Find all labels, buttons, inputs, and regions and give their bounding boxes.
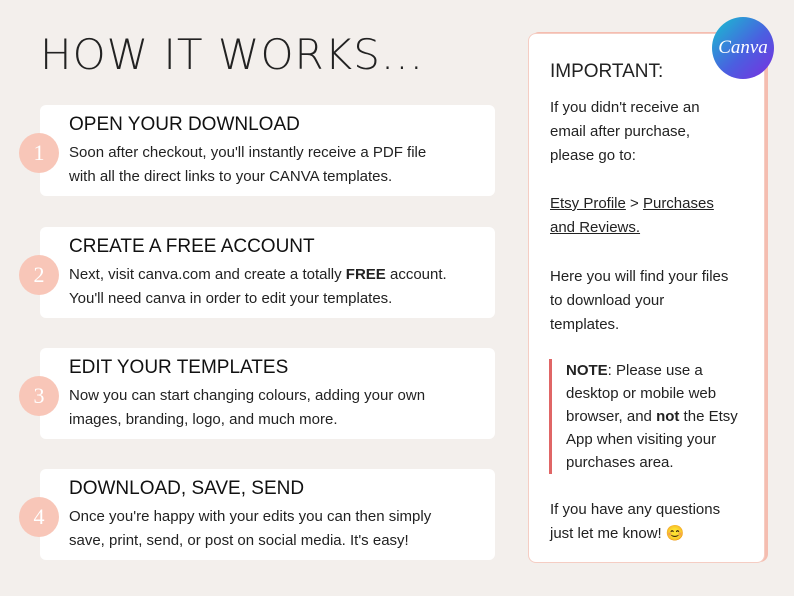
step-heading: OPEN YOUR DOWNLOAD: [69, 114, 300, 135]
step-number: 2: [19, 255, 59, 295]
purchases-link[interactable]: Purchases: [642, 195, 714, 212]
step-4: [33, 469, 495, 560]
purchases-link-cont[interactable]: and Reviews.: [550, 219, 641, 236]
card-find: Here you will find your files to download your templates.: [550, 268, 729, 333]
step-number: 1: [19, 133, 59, 173]
step-body: Next, visit canva.com and create a totally FREE account. You'll need canva in order to edit your templates.: [69, 266, 447, 307]
canva-logo: Canva: [712, 17, 774, 79]
step-heading: EDIT YOUR TEMPLATES: [69, 357, 289, 378]
smile-emoji-icon: 😊: [665, 525, 685, 542]
card-heading: IMPORTANT:: [550, 61, 664, 82]
step-heading: DOWNLOAD, SAVE, SEND: [69, 478, 305, 499]
step-body: Now you can start changing colours, adding your own images, branding, logo, and much more.: [69, 387, 426, 428]
step-1: [33, 105, 495, 196]
card-links: Etsy Profile > Purchases and Reviews.: [550, 195, 714, 236]
step-number: 4: [19, 497, 59, 537]
step-2: [33, 227, 495, 318]
card-intro: If you didn't receive an email after purchase, please go to:: [550, 99, 700, 164]
note-block: NOTE: Please use a desktop or mobile web browser, and not the Etsy App when visiting your purchases area.: [549, 359, 749, 474]
card-questions: If you have any questions just let me know! 😊: [550, 501, 721, 542]
step-3: [33, 348, 495, 439]
step-number: 3: [19, 376, 59, 416]
important-card: [528, 33, 765, 563]
step-body: Soon after checkout, you'll instantly receive a PDF file with all the direct links to your CANVA templates.: [69, 144, 427, 185]
etsy-profile-link[interactable]: Etsy Profile: [550, 195, 626, 212]
step-body: Once you're happy with your edits you can then simply save, print, send, or post on social media. It's easy!: [69, 508, 432, 549]
step-heading: CREATE A FREE ACCOUNT: [69, 236, 315, 257]
page-title: HOW IT WORKS...: [40, 30, 424, 79]
